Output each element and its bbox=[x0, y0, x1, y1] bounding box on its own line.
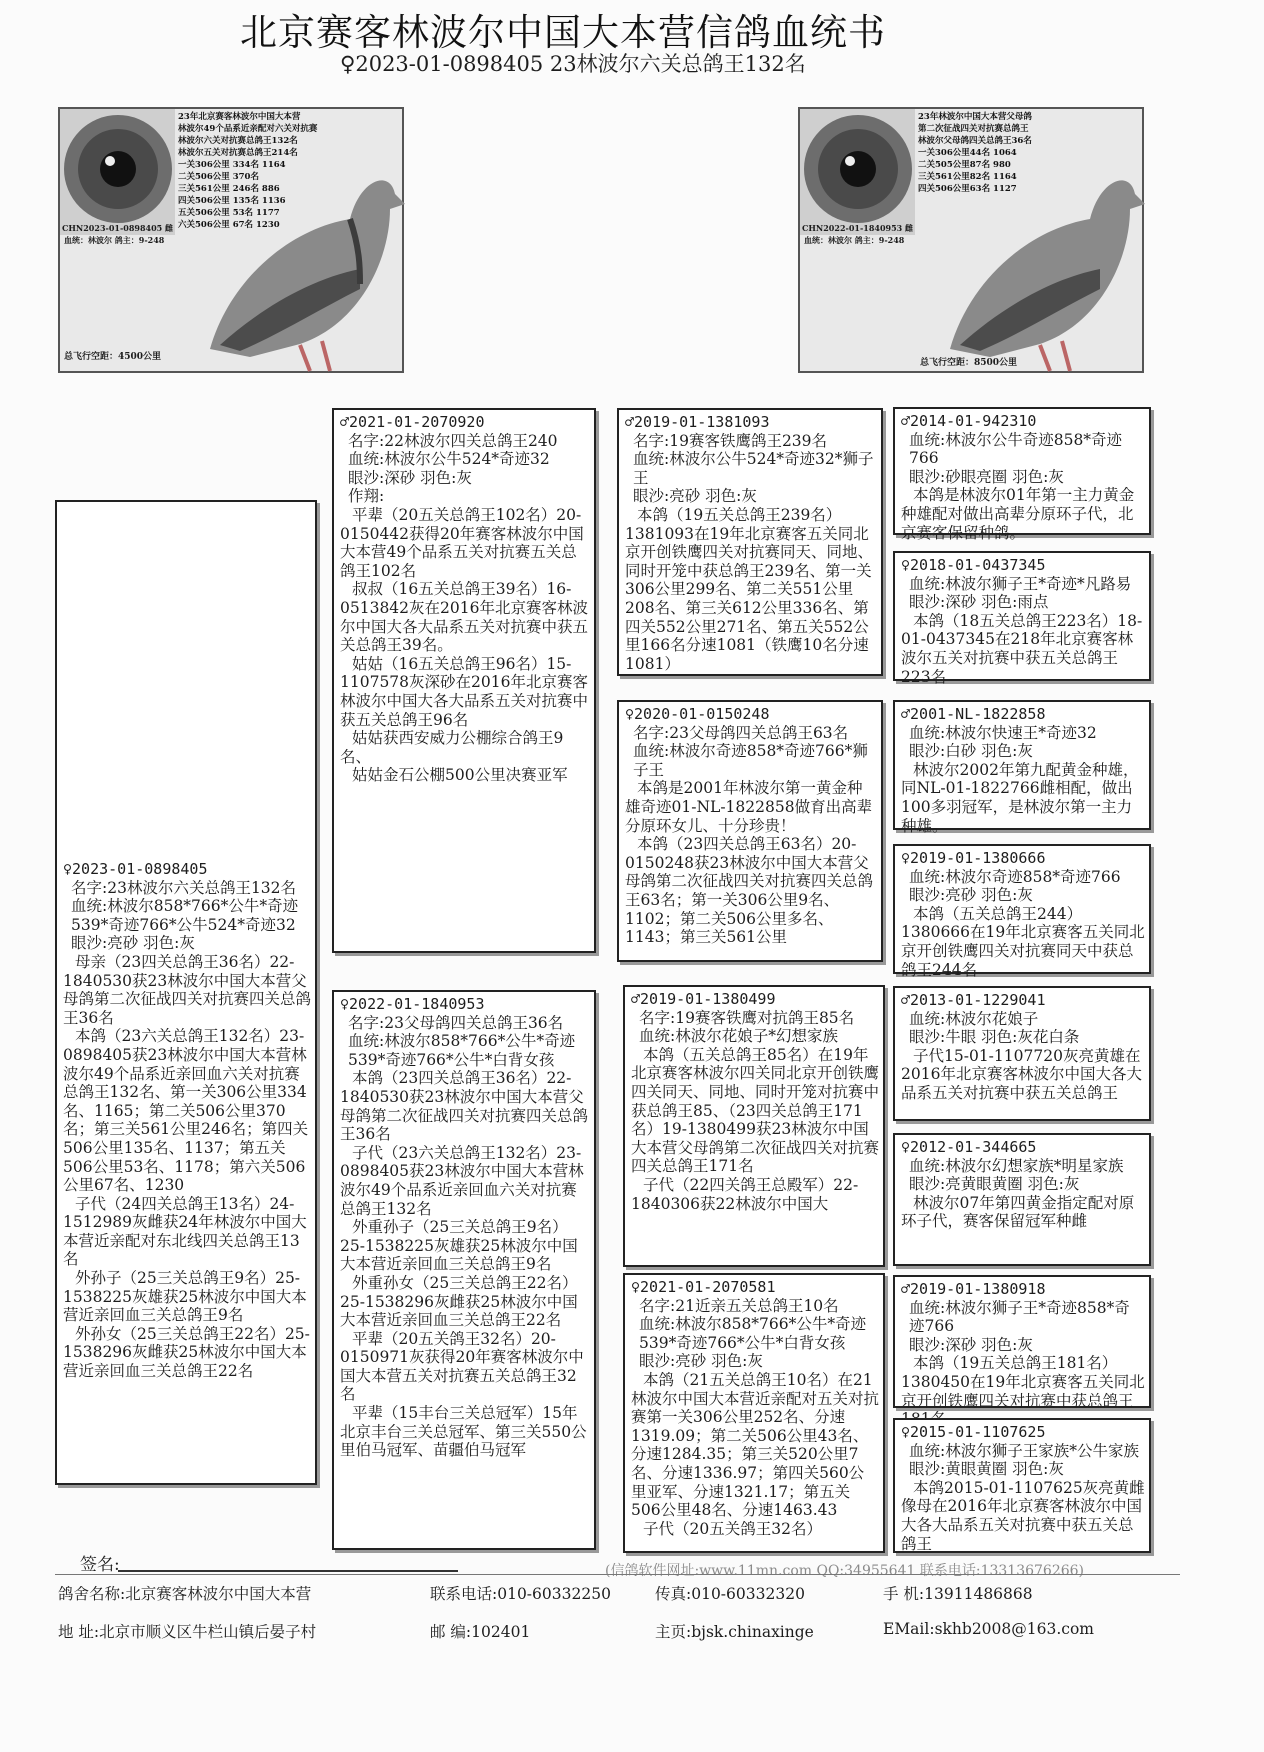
box-line: 眼沙:亮砂 羽色:灰 bbox=[639, 1352, 763, 1371]
ring-number: ♂2021-01-2070920 bbox=[340, 413, 485, 431]
subject-subtitle: ♀2023-01-0898405 23林波尔六关总鸽王132名 bbox=[340, 52, 806, 76]
ring-number: ♂2014-01-942310 bbox=[901, 412, 1037, 430]
ring-number: ♀2019-01-1380666 bbox=[901, 849, 1046, 867]
mobile-number: 手 机:13911486868 bbox=[883, 1585, 1033, 1603]
box-paragraph: 本鸽（23四关总鸽王36名）22-1840530获23林波尔中国大本营父母鸽第二次征战四关对抗赛四关总鸽王36名 bbox=[340, 1069, 589, 1144]
box-paragraph: 叔叔（16五关总鸽王39名）16-0513842灰在2016年北京赛客林波尔中国大各大品系五关对抗赛中获五关总鸽王39名。 bbox=[340, 580, 589, 655]
box-line: 眼沙:黄眼黄圈 羽色:灰 bbox=[909, 1460, 1064, 1479]
photo-right-strain: 血统：林波尔 鸽主：9-248 bbox=[804, 235, 905, 245]
box-paragraph: 林波尔07年第四黄金指定配对原环子代，赛客保留冠军种雌 bbox=[901, 1193, 1135, 1231]
homepage-link[interactable]: 主页:bjsk.chinaxinge bbox=[655, 1623, 814, 1641]
box-line: 血统:林波尔幻想家族*明星家族 bbox=[909, 1156, 1124, 1175]
fax-number: 传真:010-60332320 bbox=[655, 1585, 805, 1603]
box-line: 血统:林波尔花娘子 bbox=[909, 1009, 1039, 1028]
pedigree-box-subject bbox=[55, 500, 317, 1485]
photo-left-text-block bbox=[178, 111, 317, 231]
photo-left-line: 林波尔49个品系近亲配对六关对抗赛 bbox=[178, 124, 318, 134]
photo-left-line: 一关306公里 334名 1164 bbox=[178, 160, 286, 170]
box-line: 眼沙:砂眼亮圈 羽色:灰 bbox=[909, 467, 1064, 486]
photo-right-line: 三关561公里82名 1164 bbox=[918, 172, 1017, 182]
photo-right-ring: CHN2022-01-1840953 雌 bbox=[802, 223, 914, 233]
box-paragraph: 本鸽是林波尔01年第一主力黄金种雄配对做出高辈分原环子代，北京赛客保留种鸽。 bbox=[901, 486, 1135, 542]
ring-number: ♂2019-01-1380918 bbox=[901, 1280, 1046, 1298]
ring-number: ♀2023-01-0898405 bbox=[63, 860, 208, 878]
box-paragraph: 平辈（20五关鸽王32名）20-0150971灰获得20年赛客林波尔中国大本营五关对抗赛五关总鸽王32名 bbox=[340, 1329, 584, 1404]
box-line: 名字:19赛客铁鹰鸽王239名 bbox=[633, 431, 828, 450]
pedigree-box-dsd bbox=[893, 1133, 1151, 1266]
box-paragraph: 林波尔2002年第九配黄金种雄，同NL-01-1822766雌相配，做出100多羽冠军，是林波尔第一主力种雄。 bbox=[901, 760, 1139, 835]
box-paragraph: 姑姑获西安威力公棚综合鸽王9名、 bbox=[340, 729, 564, 766]
box-line: 血统:林波尔858*766*公牛*奇迹539*奇迹766*公牛*白背女孩 bbox=[639, 1315, 867, 1352]
box-line: 名字:22林波尔四关总鸽王240 bbox=[348, 431, 558, 450]
box-paragraph: 本鸽（18五关总鸽王223名）18-01-0437345在218年北京赛客林波尔五关对抗赛中获五关总鸽王223名 bbox=[901, 611, 1143, 686]
address: 地 址:北京市顺义区牛栏山镇后晏子村 bbox=[58, 1623, 317, 1641]
box-line: 血统:林波尔奇迹858*奇迹766*狮子王 bbox=[633, 742, 868, 779]
pedigree-box-sss bbox=[893, 407, 1151, 542]
software-watermark: (信鸽软件网址:www.11mn.com QQ:34955641 联系电话:13313676266) bbox=[605, 1563, 1085, 1579]
box-paragraph: 本鸽是2001年林波尔第一黄金种雄奇迹01-NL-1822858做育出高辈分原环女儿、十分珍贵！ bbox=[625, 779, 873, 835]
box-paragraph: 平辈（20五关总鸽王102名）20-0150442获得20年赛客林波尔中国大本营49个品系五关对抗赛五关总鸽王102名 bbox=[340, 505, 584, 580]
ring-number: ♂2001-NL-1822858 bbox=[901, 705, 1046, 723]
postcode: 邮 编:102401 bbox=[430, 1623, 531, 1641]
box-line: 血统:林波尔奇迹858*奇迹766 bbox=[909, 867, 1121, 886]
ring-number: ♂2013-01-1229041 bbox=[901, 991, 1046, 1009]
ring-number: ♀2022-01-1840953 bbox=[340, 995, 485, 1013]
box-line: 名字:23林波尔六关总鸽王132名 bbox=[71, 878, 297, 897]
pedigree-box-dam bbox=[332, 990, 596, 1550]
box-line: 名字:23父母鸽四关总鸽王63名 bbox=[633, 723, 849, 742]
photo-right-flight: 总飞行空距：8500公里 bbox=[920, 358, 1018, 368]
box-paragraph: 本鸽（23六关总鸽王132名）23-0898405获23林波尔中国大本营林波尔49个品系近亲回血六关对抗赛总鸽王132名、第一关306公里334名、1165；第二关506公里370名；第三关561公里246名；第四关506公里135名、1137；第五关506公里53名、1178；第六关506公里67名、1230 bbox=[63, 1027, 309, 1195]
box-line: 眼沙:白砂 羽色:灰 bbox=[909, 742, 1033, 761]
box-line: 血统:林波尔狮子王*奇迹858*奇迹766 bbox=[909, 1298, 1130, 1336]
ring-number: ♀2012-01-344665 bbox=[901, 1138, 1037, 1156]
box-line: 眼沙:亮砂 羽色:灰 bbox=[71, 934, 195, 953]
box-line: 血统:林波尔公牛524*奇迹32 bbox=[348, 450, 550, 469]
photo-left-line: 二关506公里 370名 bbox=[178, 172, 259, 182]
pedigree-box-dam-dam bbox=[623, 1273, 885, 1553]
box-line: 血统:林波尔858*766*公牛*奇迹539*奇迹766*公牛524*奇迹32 bbox=[71, 897, 299, 934]
photo-left-flight: 总飞行空距：4500公里 bbox=[64, 352, 162, 362]
pedigree-box-ssd bbox=[893, 551, 1151, 686]
box-paragraph: 外孙子（25三关总鸽王9名）25-1538225灰雄获25林波尔中国大本营近亲回血三关总鸽王9名 bbox=[63, 1269, 307, 1325]
contact-phone: 联系电话:010-60332250 bbox=[430, 1585, 611, 1603]
photo-left-strain: 血统：林波尔 鸽主：9-248 bbox=[64, 235, 165, 245]
box-paragraph: 本鸽（21五关总鸽王10名）在21林波尔中国大本营近亲配对五关对抗赛第一关306公里252名、分速1319.09；第二关506公里43名、分速1284.35；第三关520公里7名、分速1336.97；第四关560公里亚军、分速1321.17；第五关506公里48名、分速1463.43 bbox=[631, 1370, 880, 1520]
photo-right-line: 一关306公里44名 1064 bbox=[918, 148, 1017, 158]
email-link[interactable]: EMail:skhb2008@163.com bbox=[883, 1620, 1094, 1638]
box-paragraph: 子代（23六关总鸽王132名）23-0898405获23林波尔中国大本营林波尔49个品系近亲回血六关对抗赛总鸽王132名 bbox=[340, 1143, 584, 1218]
pedigree-box-dds bbox=[893, 1275, 1151, 1408]
box-line: 眼沙:深砂 羽色:灰 bbox=[909, 1335, 1033, 1354]
ring-number: ♂2019-01-1381093 bbox=[625, 413, 770, 431]
pedigree-box-sire-sire bbox=[617, 408, 883, 676]
photo-left-line: 六关506公里 67名 1230 bbox=[178, 220, 280, 230]
photo-left-line: 23年北京赛客林波尔中国大本营 bbox=[178, 112, 301, 122]
box-paragraph: 外孙女（25三关总鸽王22名）25-1538296灰雌获25林波尔中国大本营近亲回血三关总鸽王22名 bbox=[63, 1324, 310, 1381]
box-paragraph: 本鸽（23四关总鸽王63名）20-0150248获23林波尔中国大本营父母鸽第二次征战四关对抗赛四关总鸽王63名；第一关306公里9名、1102；第二关506公里多名、1143；第三关561公里 bbox=[625, 835, 874, 947]
dam-photo-card bbox=[798, 107, 1144, 373]
photo-left-line: 林波尔六关对抗赛总鸽王132名 bbox=[178, 136, 298, 146]
box-paragraph: 平辈（15丰台三关总冠军）15年北京丰台三关总冠军、第三关550公里伯马冠军、苗疆伯马冠军 bbox=[340, 1404, 587, 1460]
subject-photo-card bbox=[58, 107, 404, 373]
pedigree-box-dam-sire bbox=[623, 985, 885, 1267]
pedigree-box-dss bbox=[893, 986, 1151, 1121]
photo-right-line: 第二次征战四关对抗赛总鸽王 bbox=[918, 124, 1029, 134]
box-line: 名字:21近亲五关总鸽王10名 bbox=[639, 1296, 839, 1315]
box-line: 名字:23父母鸽四关总鸽王36名 bbox=[348, 1013, 564, 1032]
box-line: 眼沙:深砂 羽色:灰 bbox=[348, 468, 472, 487]
ring-number: ♂2019-01-1380499 bbox=[631, 990, 776, 1008]
box-line: 血统:林波尔狮子王家族*公牛家族 bbox=[909, 1441, 1139, 1460]
box-paragraph: 母亲（23四关总鸽王36名）22-1840530获23林波尔中国大本营父母鸽第二次征战四关对抗赛四关总鸽王36名 bbox=[63, 952, 312, 1027]
box-paragraph: 姑姑金石公棚500公里决赛亚军 bbox=[352, 766, 568, 785]
box-line: 眼沙:深砂 羽色:雨点 bbox=[909, 593, 1049, 612]
box-paragraph: 子代（20五关鸽王32名） bbox=[643, 1519, 822, 1538]
ring-number: ♀2021-01-2070581 bbox=[631, 1278, 776, 1296]
photo-left-line: 林波尔五关对抗赛总鸽王214名 bbox=[178, 148, 298, 158]
box-line: 作翔: bbox=[348, 487, 385, 506]
box-line: 眼沙:亮砂 羽色:灰 bbox=[909, 886, 1033, 905]
signature-line bbox=[118, 1570, 458, 1572]
photo-right-line: 23年林波尔中国大本营父母鸽 bbox=[918, 112, 1032, 122]
photo-right-line: 二关505公里87名 980 bbox=[918, 160, 1011, 170]
box-line: 名字:19赛客铁鹰对抗鸽王85名 bbox=[639, 1008, 855, 1027]
document-title: 北京赛客林波尔中国大本营信鸽血统书 bbox=[240, 11, 886, 54]
photo-right-line: 林波尔父母鸽四关总鸽王36名 bbox=[918, 136, 1032, 146]
pedigree-box-sdd bbox=[893, 844, 1151, 979]
pedigree-box-sds bbox=[893, 700, 1151, 835]
box-paragraph: 子代（24四关总鸽王13名）24-1512989灰雌获24年林波尔中国大本营近亲配对东北线四关总鸽王13名 bbox=[63, 1194, 307, 1269]
pedigree-box-sire-dam bbox=[617, 700, 883, 962]
box-paragraph: 本鸽（五关总鸽王85名）在19年北京赛客林波尔四关同北京开创铁鹰四关同天、同地、同时开笼对抗赛中获总鸽王85、（23四关总鸽王171名）19-1380499获23林波尔中国大本营父母鸽第二次征战四关对抗赛四关总鸽王171名 bbox=[631, 1045, 880, 1176]
photo-left-line: 五关506公里 53名 1177 bbox=[178, 208, 280, 218]
box-paragraph: 子代15-01-1107720灰亮黄雄在2016年北京赛客林波尔中国大各大品系五关对抗赛中获五关总鸽王 bbox=[901, 1046, 1142, 1102]
box-paragraph: 本鸽（19五关总鸽王181名）1380450在19年北京赛客五关同北京开创铁鹰四关对抗赛中获总鸽王 bbox=[901, 1354, 1145, 1410]
ring-number: ♀2018-01-0437345 bbox=[901, 556, 1046, 574]
box-line: 眼沙:亮黄眼黄圈 羽色:灰 bbox=[909, 1175, 1080, 1194]
box-line: 血统:林波尔公牛524*奇迹32*狮子王 bbox=[633, 450, 874, 487]
loft-name: 鸽舍名称:北京赛客林波尔中国大本营 bbox=[58, 1585, 312, 1603]
footer-divider bbox=[55, 1574, 1180, 1575]
box-line: 眼沙:牛眼 羽色:灰花白条 bbox=[909, 1028, 1080, 1047]
box-line: 血统:林波尔公牛奇迹858*奇迹766 bbox=[909, 430, 1123, 468]
photo-left-line: 三关561公里 246名 886 bbox=[178, 184, 280, 194]
box-line: 眼沙:亮砂 羽色:灰 bbox=[633, 487, 757, 506]
box-line: 血统:林波尔858*766*公牛*奇迹539*奇迹766*公牛*白背女孩 bbox=[348, 1032, 576, 1069]
box-paragraph: 本鸽2015-01-1107625灰亮黄雌像母在2016年北京赛客林波尔中国大各大品系五关对抗赛中获五关总鸽王 bbox=[901, 1478, 1145, 1553]
photo-right-line: 四关506公里63名 1127 bbox=[918, 184, 1017, 194]
box-line: 血统:林波尔花娘子*幻想家族 bbox=[639, 1027, 838, 1046]
box-paragraph: 本鸽（19五关总鸽王239名）1381093在19年北京赛客五关同北京开创铁鹰四关对抗赛同天、同地、同时开笼中获总鸽王239名、第一关306公里299名、第二关551公里208名、第三关612公里336名、第四关552公里271名、第五关552公里166名分速1081（铁鹰10名分速1081） bbox=[625, 505, 874, 673]
pedigree-box-sire bbox=[332, 408, 596, 953]
box-line: 血统:林波尔狮子王*奇迹*凡路易 bbox=[909, 574, 1132, 593]
photo-left-ring: CHN2023-01-0898405 雌 bbox=[62, 223, 174, 233]
pedigree-box-ddd bbox=[893, 1418, 1151, 1553]
box-paragraph: 姑姑（16五关总鸽王96名）15-1107578灰深砂在2016年北京赛客林波尔中国大各大品系五关对抗赛中获五关总鸽王96名 bbox=[340, 654, 589, 729]
box-paragraph: 外重孙子（25三关总鸽王9名）25-1538225灰雄获25林波尔中国大本营近亲回血三关总鸽王9名 bbox=[340, 1218, 578, 1274]
signature-label: 签名: bbox=[80, 1555, 120, 1575]
box-paragraph: 外重孙女（25三关总鸽王22名）25-1538296灰雌获25林波尔中国大本营近亲回血三关总鸽王22名 bbox=[340, 1273, 578, 1330]
box-line: 血统:林波尔快速王*奇迹32 bbox=[909, 723, 1097, 742]
ring-number: ♀2015-01-1107625 bbox=[901, 1423, 1046, 1441]
box-paragraph: 本鸽（五关总鸽王244）1380666在19年北京赛客五关同北京开创铁鹰四关对抗赛同天中获总鸽王244名 bbox=[901, 904, 1145, 979]
photo-right-text-block bbox=[918, 111, 1032, 195]
ring-number: ♀2020-01-0150248 bbox=[625, 705, 770, 723]
box-paragraph: 子代（22四关鸽王总殿军）22-1840306获22林波尔中国大 bbox=[631, 1175, 859, 1213]
photo-left-line: 四关506公里 135名 1136 bbox=[178, 196, 286, 206]
